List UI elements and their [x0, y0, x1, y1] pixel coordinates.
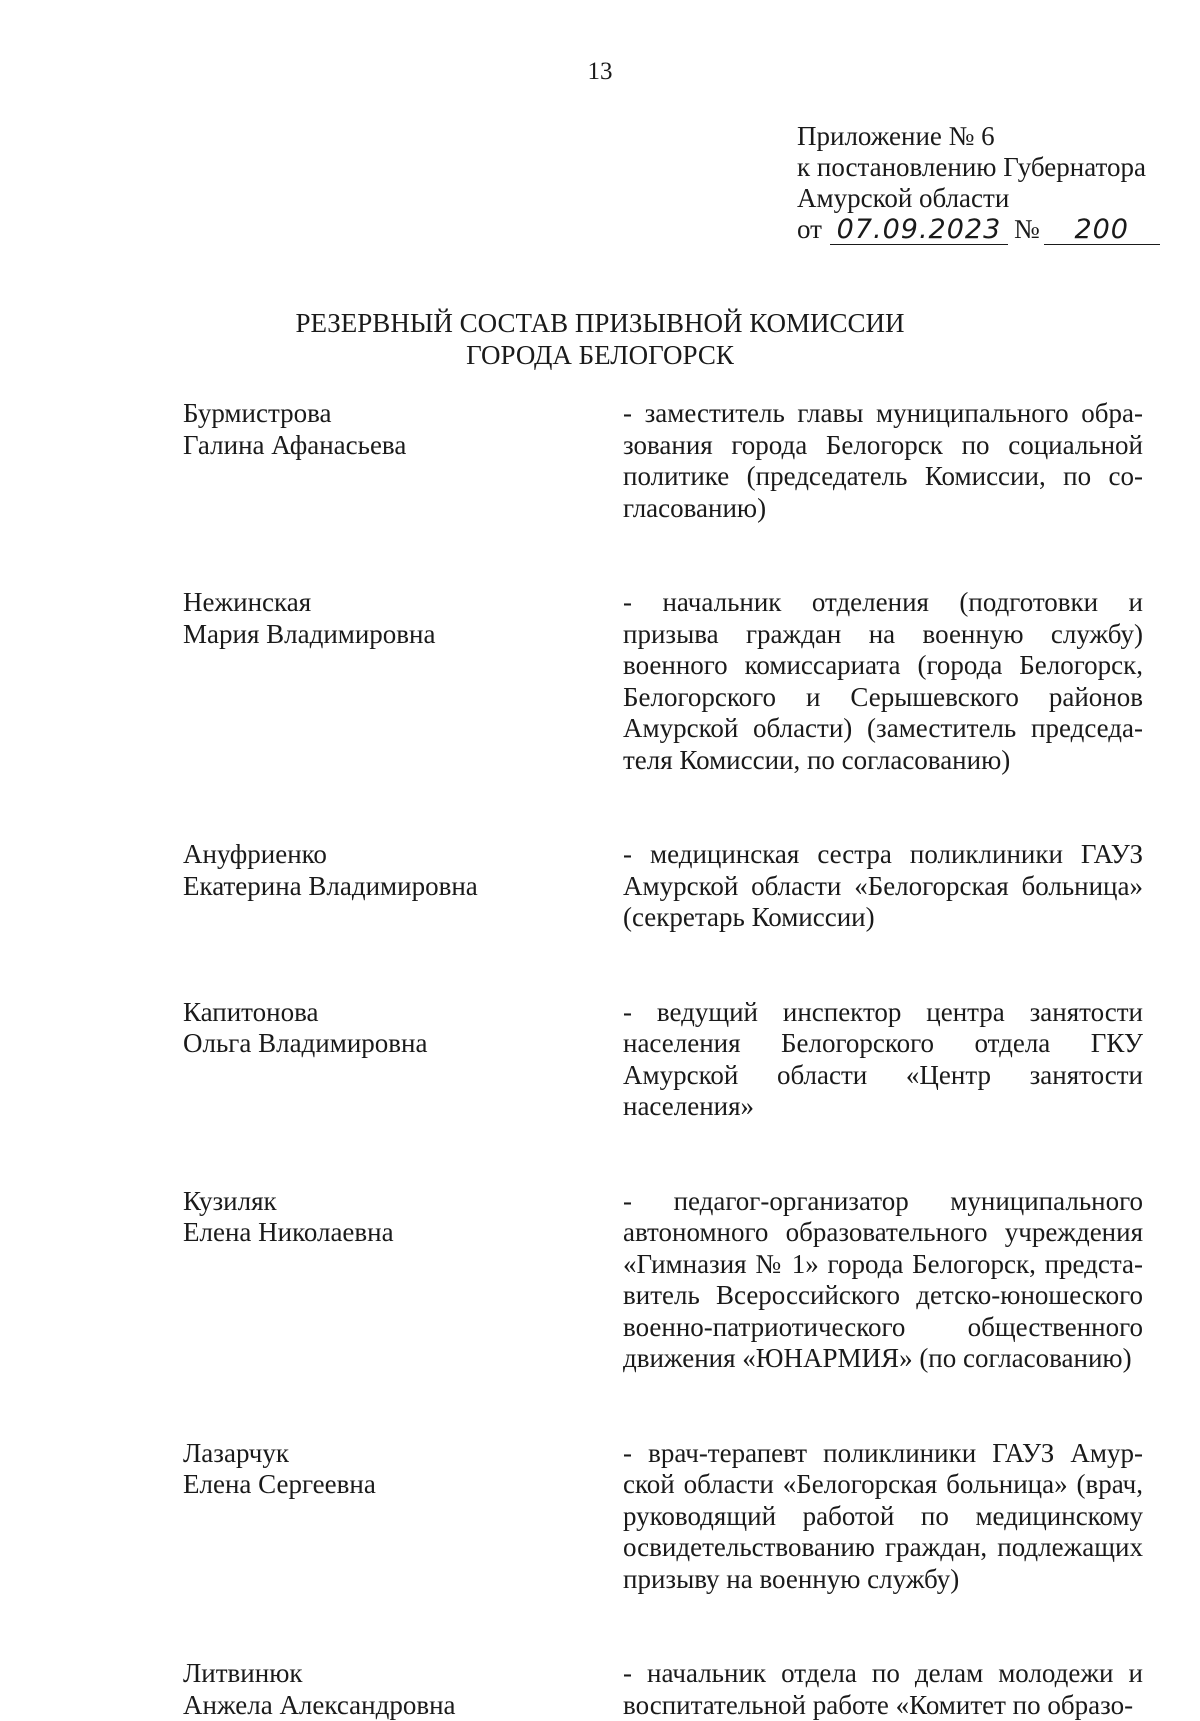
page-number: 13 — [0, 58, 1200, 86]
member-name — [183, 1438, 623, 1596]
member-surname: Нежинская — [183, 587, 623, 619]
member-list — [183, 398, 1143, 1721]
document-title-line-2: ГОРОДА БЕЛОГОРСК — [0, 339, 1200, 371]
member-name — [183, 398, 623, 524]
member-role: - врач-терапевт поликлиники ГАУЗ Амурской области «Белогорская больница» (врач, руководящий работой по медицинскому освидетельствованию граждан, подлежащих призыву на военную службу) — [623, 1438, 1143, 1596]
member-role: - заместитель главы муниципального образования города Белогорск по социальной политике (председатель Комиссии, по согласованию) — [623, 398, 1143, 524]
document-title-line-1: РЕЗЕРВНЫЙ СОСТАВ ПРИЗЫВНОЙ КОМИССИИ — [0, 307, 1200, 339]
appendix-region: Амурской области — [797, 183, 1160, 214]
member-entry — [183, 839, 1143, 934]
appendix-from-label: от — [797, 214, 822, 245]
member-role: - педагог-организатор муниципального автономного образовательного учреждения «Гимназия № 1» города Белогорск, представитель Всероссийского детско-юношеского военно-патриотического общественного движения «ЮНАРМИЯ» (по согласованию) — [623, 1186, 1143, 1375]
member-entry — [183, 997, 1143, 1123]
member-entry — [183, 1658, 1143, 1721]
appendix-signature-row — [797, 214, 1160, 245]
member-given-names: Галина Афанасьева — [183, 430, 623, 462]
member-surname: Капитонова — [183, 997, 623, 1029]
member-role: - начальник отдела по делам молодежи и воспитательной работе «Комитет по образо- — [623, 1658, 1143, 1721]
member-role: - медицинская сестра поликлиники ГАУЗ Амурской области «Белогорская больница» (секретарь Комиссии) — [623, 839, 1143, 934]
appendix-reference: к постановлению Губернатора — [797, 152, 1160, 183]
appendix-block — [797, 121, 1160, 245]
appendix-title: Приложение № 6 — [797, 121, 1160, 152]
member-name — [183, 1658, 623, 1721]
member-entry — [183, 587, 1143, 776]
member-name — [183, 839, 623, 934]
member-given-names: Елена Сергеевна — [183, 1469, 623, 1501]
member-role: - начальник отделения (подготовки и призыва граждан на военную службу) военного комиссариата (города Белогорск, Белогорского и Серышевского районов Амурской области) (заместитель председателя Комиссии, по согласованию) — [623, 587, 1143, 776]
member-given-names: Ольга Владимировна — [183, 1028, 623, 1060]
member-surname: Литвинюк — [183, 1658, 623, 1690]
handwritten-date: 07.09.2023 — [830, 216, 1008, 245]
member-role: - ведущий инспектор центра занятости населения Белогорского отдела ГКУ Амурской области «Центр занятости населения» — [623, 997, 1143, 1123]
member-name — [183, 587, 623, 776]
member-surname: Кузиляк — [183, 1186, 623, 1218]
document-title — [0, 307, 1200, 371]
member-surname: Лазарчук — [183, 1438, 623, 1470]
appendix-number-label: № — [1014, 214, 1040, 245]
member-given-names: Мария Владимировна — [183, 619, 623, 651]
member-surname: Бурмистрова — [183, 398, 623, 430]
member-entry — [183, 1438, 1143, 1596]
member-given-names: Анжела Александровна — [183, 1690, 623, 1721]
member-name — [183, 1186, 623, 1375]
handwritten-number: 200 — [1044, 216, 1160, 245]
member-given-names: Екатерина Владимировна — [183, 871, 623, 903]
member-entry — [183, 398, 1143, 524]
member-given-names: Елена Николаевна — [183, 1217, 623, 1249]
member-entry — [183, 1186, 1143, 1375]
member-surname: Ануфриенко — [183, 839, 623, 871]
member-name — [183, 997, 623, 1123]
